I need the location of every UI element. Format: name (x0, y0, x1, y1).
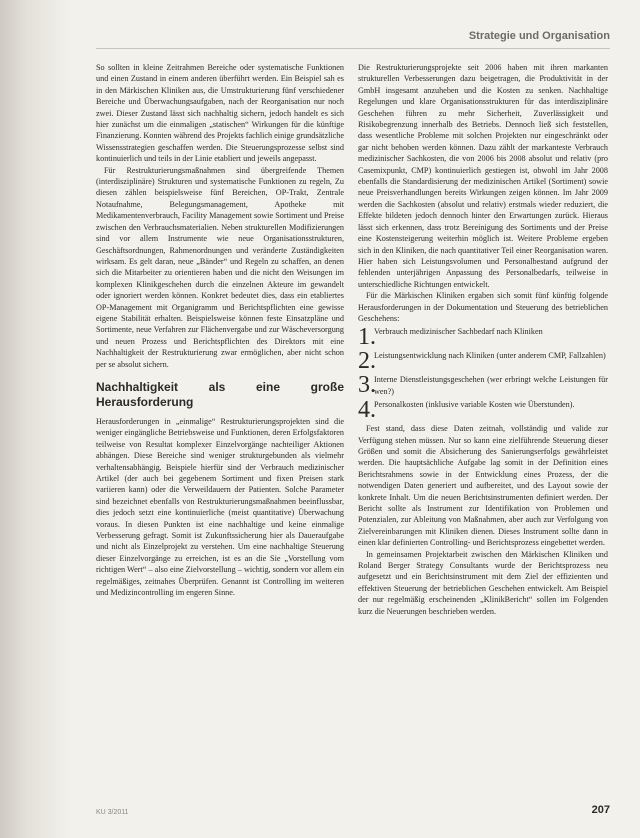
list-item (358, 374, 608, 397)
page-number: 207 (591, 804, 610, 816)
list-number: 1. (358, 324, 376, 351)
body-paragraph: Für Restrukturierungsmaßnahmen sind übergreifende Themen (interdisziplinäre) Strukturen und systematische Funktionen zu regeln, Zu diesen zählen beispielsweise fünf Bereichen, OP-Trakt, Zentrale Notaufnahme, Belegungsmanagement, Apotheke mit Medikamentenverbrauch, Facility Management sowie Sortiment und Preise zwischen den Verbrauchsmaterialien. Neben strukturellen Modifizierungen sind vor allem Instrumente wie neue Organisationsstrukturen, Geschäftsordnungen, Rahmenordnungen und veränderte Zuständigkeiten wirksam. Es gelt daran, neue „Bänder“ und Regeln zu schaffen, an denen sich die Mitarbeiter zu orientieren haben und die nicht den Weisungen im komplexen Klinikgeschehen durch die einzelnen Akteure im gewandelt oder ignoriert werden können. Konkret bedeutet dies, dass ein etabliertes OP-Management mit Organigramm und Berichtspflichten eine gewisse eigene Stabilität erhalten. Beispielsweise können feste Einsatzpläne und Sortimente, neue Verfahren zur Flächenvergabe und zur Wäscheversorgung und neuen Prozess und Berichtspflichten des Direktors mit eine Nachhaltigkeit der Restrukturierung zwar ermöglichen, aber nicht schon per se absolut sichern. (96, 165, 344, 369)
page-gutter-shadow (0, 0, 70, 838)
body-paragraph: Herausforderungen in „einmalige“ Restrukturierungsprojekten sind die weniger eingängliche Betriebsweise und Funktionen, deren Erfolgsfaktoren teilweise von Resultat komplexer Einzelvorgänge nachteiliger Aktionen abhängen. Diese Bereiche sind weniger strukturgebunden als vielmehr verhaltensabhängig. Beispiele hierfür sind der Verbrauch medizinischer Artikel (der auch bei gegebenem Sortiment und fixen Preisen stark variieren kann) oder die Verweildauern der Patienten. Solche Parameter sind bezeichnet ebenfalls von Restrukturierungsmaßnahmen beeinflussbar, dies jedoch setzt eine kontinuierliche (meist quantitative) Überwachung voraus. In diesen Punkten ist eine nachhaltige und keine einmalige Verbesserung gefragt. Somit ist Zukunftssicherung hier als Daueraufgabe und nicht als Einzelprojekt zu verstehen. Um eine nachhaltige Steuerung dieser Einzelvorgänge zu erreichen, ist es an die Sie „Vorstellung vom richtigen Wert“ – also eine Zielvorstellung – wichtig, sondern vor allem ein regelmäßiges, zeitnahes Überprüfen. Genannt ist Controlling im weiteren und Medizincontrolling im engeren Sinne. (96, 416, 344, 598)
list-item (358, 348, 608, 375)
running-head: Strategie und Organisation (468, 30, 610, 42)
list-item-text: Verbrauch medizinischer Sachbedarf nach Kliniken (374, 327, 543, 337)
journal-footer: KU 3/2011 (96, 809, 129, 816)
list-number: 4. (358, 397, 376, 424)
list-item-text: Interne Dienstleistungsgeschehen (wer erbringt welche Leistungen für wen?) (374, 375, 608, 396)
body-paragraph: So sollten in kleine Zeitrahmen Bereiche oder systematische Funktionen und einen Zustand in einem anderen überführt werden. Ein Beispiel sah es in den Märkischen Kliniken aus, die Umstrukturierung fünf verschiedener Bereiche und Überwachungsaufgaben, nach der Reorganisation nur noch zwei. Dieser Zustand lässt sich nachhaltig sichern, jedoch handelt es sich hier zunächst um die einmaligen „statischen“ Wirkungen für die künftige Finanzierung. Konnten während des Projekts fachlich einige grundsätzliche Wissensstrategien geschaffen werden. Die Steuerungsprozesse selbst sind kontinuierlich und teils in der Linie etabliert und jeweils angepasst. (96, 63, 344, 164)
body-paragraph: In gemeinsamen Projektarbeit zwischen den Märkischen Kliniken und Roland Berger Strategy Consultants wurde der Berichtsprozess neu aufgesetzt und ein Berichtsinstrument mit dem Ziel der effizienten und effektiven Steuerung der betrieblichen Geschehen entwickelt. Am Beispiel der nur regelmäßig erscheinenden „KlinikBericht“ sollen im Folgenden kurz die Neuerungen beschrieben werden. (358, 549, 608, 616)
section-heading: Nachhaltigkeit als eine große Herausforderung (96, 379, 344, 409)
numbered-list (358, 324, 608, 424)
body-paragraph: Die Restrukturierungsprojekte seit 2006 haben mit ihren markanten strukturellen Verbesserungen dazu beigetragen, die Produktivität in der GmbH insgesamt anzuheben und die Kosten zu senken. Nachhaltige Regelungen und klare Organisationsstrukturen für das interdisziplinäre Geschehen führen zu mehr Sicherheit, Zuverlässigkeit und Risikobegrenzung innerhalb des Betriebs. Dennoch ließ sich feststellen, dass wesentliche Probleme mit solchen Projekten nur eingeschränkt oder gar nicht behoben werden können. Dazu zählt der markanteste Verbrauch medizinischer Sachkosten, die von 2006 bis 2008 absolut und relativ (pro Casemixpunkt, CMP) kontinuierlich gestiegen ist, obwohl im Jahr 2008 ebenfalls die Standardisierung der medizinischen Artikel (Sortiment) sowie neue Preisverhandlungen bereits Wirkungen zeigen können. Im Jahr 2009 werden die Sachkosten (absolut und relativ) erstmals wieder reduziert, die Effekte bildeten jedoch dennoch hinter den Erwartungen zurück. Hieraus lässt sich erkennen, dass trotz Bereinigung des Sortiments und der Preise eine Kostensteigerung weiterhin möglich ist. Weitere Probleme ergeben sich in den Kliniken, die nach quantitativer Teil einer Reorganisation waren. Hier haben sich Leistungsvolumen und Personalbestand aufgrund der fehlenden unterjährigen Anpassung des Personalbedarfs, teilweise in unterschiedliche Richtungen entwickelt. (358, 63, 608, 289)
body-paragraph: Für die Märkischen Kliniken ergaben sich somit fünf künftig folgende Herausforderungen in der Dokumentation und Steuerung des betrieblichen Geschehens: (358, 291, 608, 323)
list-item-text: Leistungsentwicklung nach Kliniken (unter anderem CMP, Fallzahlen) (374, 351, 606, 361)
header-rule (96, 48, 610, 49)
list-item (358, 397, 608, 424)
body-paragraph: Fest stand, dass diese Daten zeitnah, vollständig und valide zur Verfügung stehen müssen. Nur so kann eine zielführende Steuerung dieser Größen und somit die Absicherung des Sanierungserfolgs gewährleistet werden. Die hauptsächliche Aufgabe lag somit in der Definition eines Berichtsrahmens sowie in der Entwicklung eines Prozess, der die notwendigen Daten generiert und aufbereitet, und des Layout sowie der konkrete Inhalt. Um die neuen Berichtsinstrumenten definiert werden. Der Bericht sollte als Instrument zur Identifikation von Problemen und Potenzialen, zur Ableitung von Maßnahmen, aber auch zur Verfolgung von Zielvereinbarungen mit Kliniken dienen. Dieses Instrument sollte dann in einen klar definierten Controlling- und Berichtsprozess eingebettet werden. (358, 424, 608, 548)
list-number: 2. (358, 348, 376, 375)
list-item (358, 324, 608, 351)
left-column (96, 62, 344, 598)
list-item-text: Personalkosten (inklusive variable Kosten wie Überstunden). (374, 400, 575, 410)
list-number: 3. (358, 372, 376, 399)
right-column (358, 62, 608, 617)
